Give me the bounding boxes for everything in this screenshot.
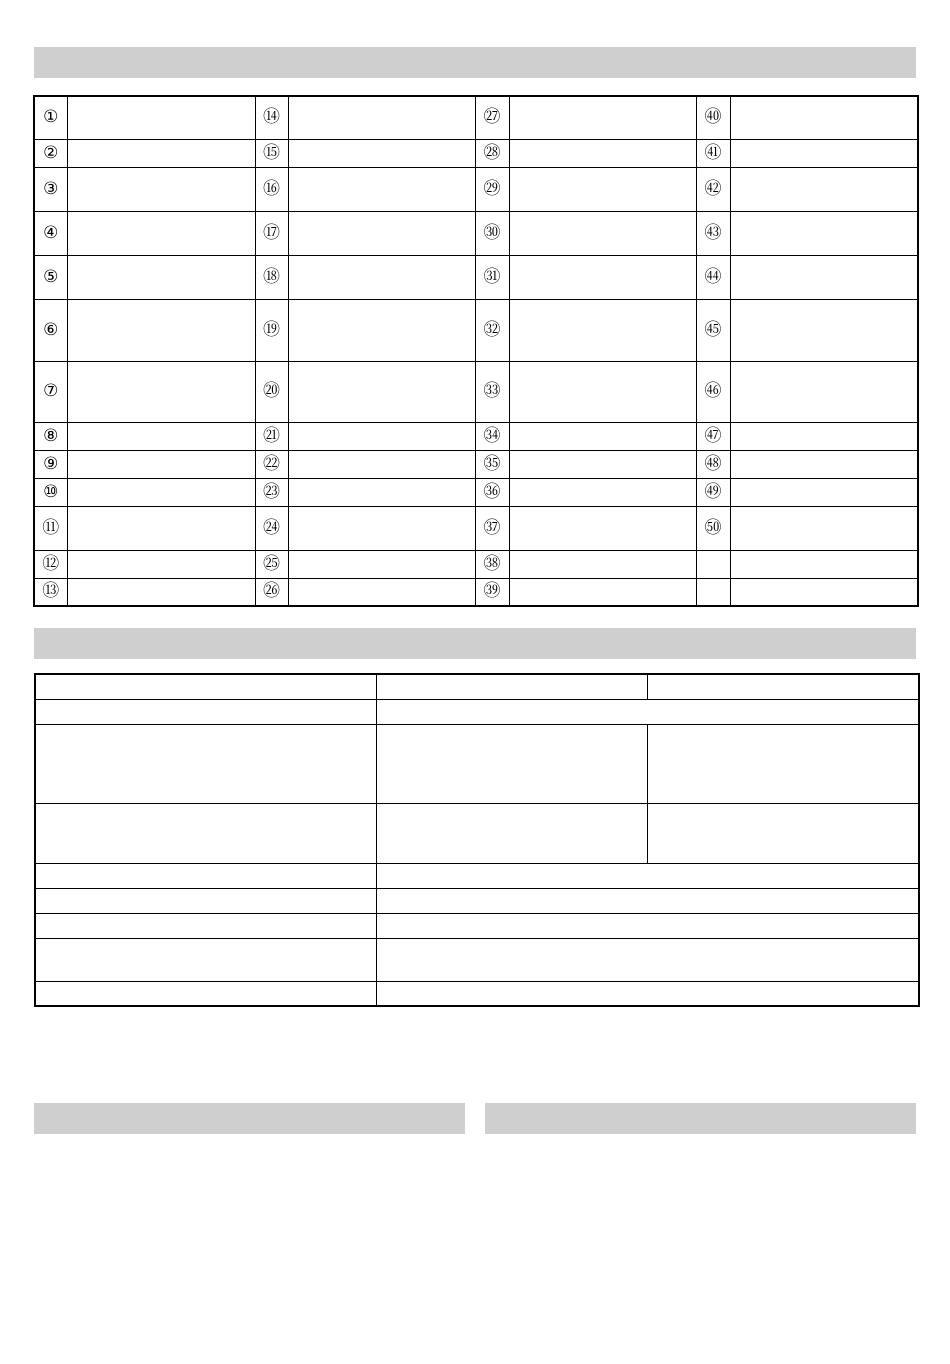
part-number: ⑩ — [34, 478, 67, 506]
part-number — [696, 550, 730, 578]
part-description — [288, 139, 475, 167]
part-number: ㊼ — [696, 422, 730, 450]
spec-row — [35, 863, 919, 888]
part-description — [509, 255, 696, 299]
part-description — [67, 550, 255, 578]
part-number: ⑳ — [255, 361, 288, 422]
part-number: ㊾ — [696, 478, 730, 506]
parts-row — [34, 299, 918, 361]
part-description — [67, 139, 255, 167]
part-description — [730, 550, 918, 578]
part-description — [67, 96, 255, 139]
part-description — [67, 211, 255, 255]
part-description — [288, 255, 475, 299]
part-number: ㉝ — [475, 361, 509, 422]
parts-row — [34, 550, 918, 578]
part-description — [509, 299, 696, 361]
part-number: ⑨ — [34, 450, 67, 478]
spec-cell — [35, 724, 376, 803]
parts-row — [34, 139, 918, 167]
part-number: ㉟ — [475, 450, 509, 478]
part-number: ⑫ — [34, 550, 67, 578]
part-number: ⑰ — [255, 211, 288, 255]
part-description — [67, 361, 255, 422]
part-number: ⑪ — [34, 506, 67, 550]
part-number: ㉔ — [255, 506, 288, 550]
part-number: ㊱ — [475, 478, 509, 506]
parts-row — [34, 450, 918, 478]
spec-cell — [376, 803, 647, 863]
part-description — [730, 255, 918, 299]
spec-table — [34, 673, 920, 1007]
part-description — [730, 167, 918, 211]
spec-row — [35, 938, 919, 981]
parts-row — [34, 255, 918, 299]
spec-cell — [376, 938, 919, 981]
part-number: ㉘ — [475, 139, 509, 167]
part-description — [67, 478, 255, 506]
spec-row — [35, 699, 919, 724]
part-number: ㊹ — [696, 255, 730, 299]
part-number: ⑥ — [34, 299, 67, 361]
spec-row — [35, 888, 919, 913]
spec-cell — [376, 674, 647, 699]
part-number: ㊷ — [696, 167, 730, 211]
spec-cell — [376, 863, 919, 888]
part-number: ㊲ — [475, 506, 509, 550]
part-number: ㊺ — [696, 299, 730, 361]
part-number: ㉚ — [475, 211, 509, 255]
part-description — [288, 450, 475, 478]
part-description — [730, 478, 918, 506]
part-number: ⑦ — [34, 361, 67, 422]
part-description — [288, 211, 475, 255]
spec-row — [35, 913, 919, 938]
part-description — [730, 506, 918, 550]
part-description — [288, 478, 475, 506]
part-description — [509, 361, 696, 422]
part-description — [67, 299, 255, 361]
part-description — [67, 578, 255, 606]
part-description — [67, 255, 255, 299]
part-description — [288, 299, 475, 361]
part-description — [730, 578, 918, 606]
spec-cell — [35, 913, 376, 938]
part-number: ㉒ — [255, 450, 288, 478]
part-description — [67, 506, 255, 550]
parts-row — [34, 578, 918, 606]
part-description — [730, 450, 918, 478]
part-description — [509, 550, 696, 578]
part-description — [730, 299, 918, 361]
parts-row — [34, 361, 918, 422]
spec-cell — [35, 674, 376, 699]
spec-cell — [376, 724, 647, 803]
part-number: ㊵ — [696, 96, 730, 139]
part-description — [509, 211, 696, 255]
part-number: ㉑ — [255, 422, 288, 450]
part-number — [696, 578, 730, 606]
part-number: ⑧ — [34, 422, 67, 450]
part-number: ㉜ — [475, 299, 509, 361]
part-description — [509, 506, 696, 550]
part-description — [730, 139, 918, 167]
spec-cell — [647, 674, 919, 699]
part-description — [730, 211, 918, 255]
part-number: ⑮ — [255, 139, 288, 167]
parts-row — [34, 478, 918, 506]
part-number: ㉙ — [475, 167, 509, 211]
part-number: ㊶ — [696, 139, 730, 167]
part-number: ⑲ — [255, 299, 288, 361]
part-number: ㉕ — [255, 550, 288, 578]
parts-table — [33, 95, 919, 607]
spec-cell — [647, 803, 919, 863]
part-number: ⑬ — [34, 578, 67, 606]
part-description — [730, 96, 918, 139]
part-number: ⑤ — [34, 255, 67, 299]
part-description — [288, 96, 475, 139]
part-description — [509, 139, 696, 167]
parts-row — [34, 167, 918, 211]
parts-row — [34, 506, 918, 550]
spec-row — [35, 981, 919, 1006]
part-number: ㉛ — [475, 255, 509, 299]
part-description — [509, 96, 696, 139]
part-description — [288, 167, 475, 211]
part-number: ⑱ — [255, 255, 288, 299]
part-number: ㊳ — [475, 550, 509, 578]
spec-cell — [647, 724, 919, 803]
part-number: ㉖ — [255, 578, 288, 606]
section-header-bar-1 — [34, 47, 916, 78]
spec-cell — [376, 699, 919, 724]
spec-cell — [35, 981, 376, 1006]
part-number: ㊴ — [475, 578, 509, 606]
part-description — [288, 550, 475, 578]
part-number: ㊽ — [696, 450, 730, 478]
part-number: ㊸ — [696, 211, 730, 255]
part-description — [67, 167, 255, 211]
part-description — [730, 422, 918, 450]
part-description — [288, 361, 475, 422]
part-description — [67, 450, 255, 478]
part-number: ② — [34, 139, 67, 167]
part-description — [509, 422, 696, 450]
part-number: ㊻ — [696, 361, 730, 422]
part-number: ⑭ — [255, 96, 288, 139]
part-number: ① — [34, 96, 67, 139]
part-description — [509, 478, 696, 506]
spec-cell — [35, 803, 376, 863]
spec-cell — [35, 938, 376, 981]
spec-cell — [376, 981, 919, 1006]
parts-row — [34, 422, 918, 450]
spec-row — [35, 803, 919, 863]
section-header-bar-3 — [34, 1103, 465, 1134]
part-number: ㉞ — [475, 422, 509, 450]
part-description — [288, 578, 475, 606]
part-description — [509, 450, 696, 478]
part-number: ③ — [34, 167, 67, 211]
part-number: ⑯ — [255, 167, 288, 211]
spec-cell — [35, 888, 376, 913]
part-description — [509, 578, 696, 606]
spec-cell — [35, 863, 376, 888]
part-number: ㉗ — [475, 96, 509, 139]
spec-cell — [35, 699, 376, 724]
parts-row — [34, 96, 918, 139]
spec-cell — [376, 913, 919, 938]
section-header-bar-2 — [34, 628, 916, 659]
part-description — [509, 167, 696, 211]
spec-cell — [376, 888, 919, 913]
spec-row — [35, 674, 919, 699]
part-description — [67, 422, 255, 450]
part-number: ④ — [34, 211, 67, 255]
part-description — [288, 506, 475, 550]
part-description — [730, 361, 918, 422]
part-description — [288, 422, 475, 450]
section-header-bar-4 — [485, 1103, 916, 1134]
part-number: ㉓ — [255, 478, 288, 506]
spec-row — [35, 724, 919, 803]
parts-row — [34, 211, 918, 255]
part-number: ㊿ — [696, 506, 730, 550]
